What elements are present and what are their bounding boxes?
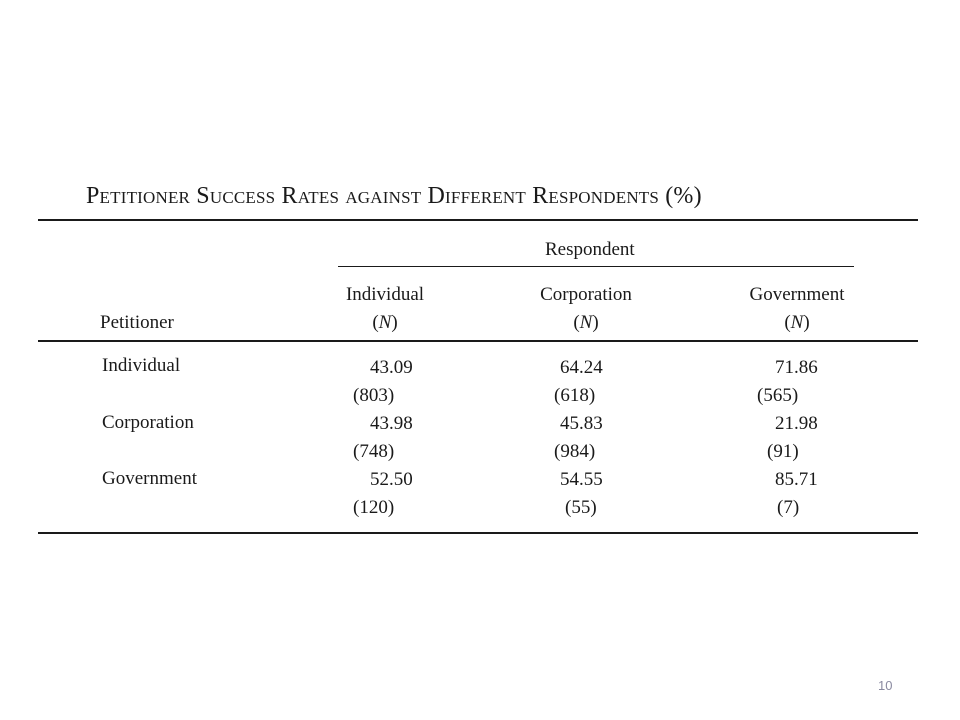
- cell-rate: 71.86: [775, 357, 818, 378]
- column-n-corporation: (N): [573, 312, 599, 333]
- table-header-rule: [38, 340, 918, 342]
- table-bottom-rule: [38, 532, 918, 534]
- row-label-government: Government: [102, 468, 197, 489]
- column-n-individual: (N): [372, 312, 398, 333]
- cell-rate: 54.55: [560, 469, 603, 490]
- cell-rate: 45.83: [560, 413, 603, 434]
- row-label-corporation: Corporation: [102, 412, 194, 433]
- cell-rate: 52.50: [370, 469, 413, 490]
- column-header-government: Government: [749, 284, 845, 305]
- page-number: 10: [878, 678, 893, 693]
- cell-n: (618): [554, 385, 596, 406]
- cell-rate: 43.98: [370, 413, 413, 434]
- cell-n: (984): [554, 441, 596, 462]
- respondent-span-rule: [338, 266, 854, 267]
- row-label-individual: Individual: [102, 355, 181, 376]
- column-header-corporation: Corporation: [540, 284, 632, 305]
- cell-n: (748): [353, 441, 395, 462]
- cell-n: (565): [757, 385, 799, 406]
- column-header-individual: Individual: [345, 284, 425, 305]
- cell-n: (55): [565, 497, 597, 518]
- respondent-header: Respondent: [545, 239, 635, 260]
- column-n-government: (N): [784, 312, 810, 333]
- cell-rate: 43.09: [370, 357, 413, 378]
- cell-n: (91): [767, 441, 799, 462]
- cell-n: (120): [353, 497, 395, 518]
- cell-n: (803): [353, 385, 395, 406]
- cell-rate: 21.98: [775, 413, 818, 434]
- cell-rate: 85.71: [775, 469, 818, 490]
- table-title: Petitioner Success Rates against Different Respondents (%): [86, 183, 702, 209]
- cell-rate: 64.24: [560, 357, 603, 378]
- cell-n: (7): [777, 497, 800, 518]
- petitioner-header: Petitioner: [100, 312, 174, 333]
- table-top-rule: [38, 219, 918, 221]
